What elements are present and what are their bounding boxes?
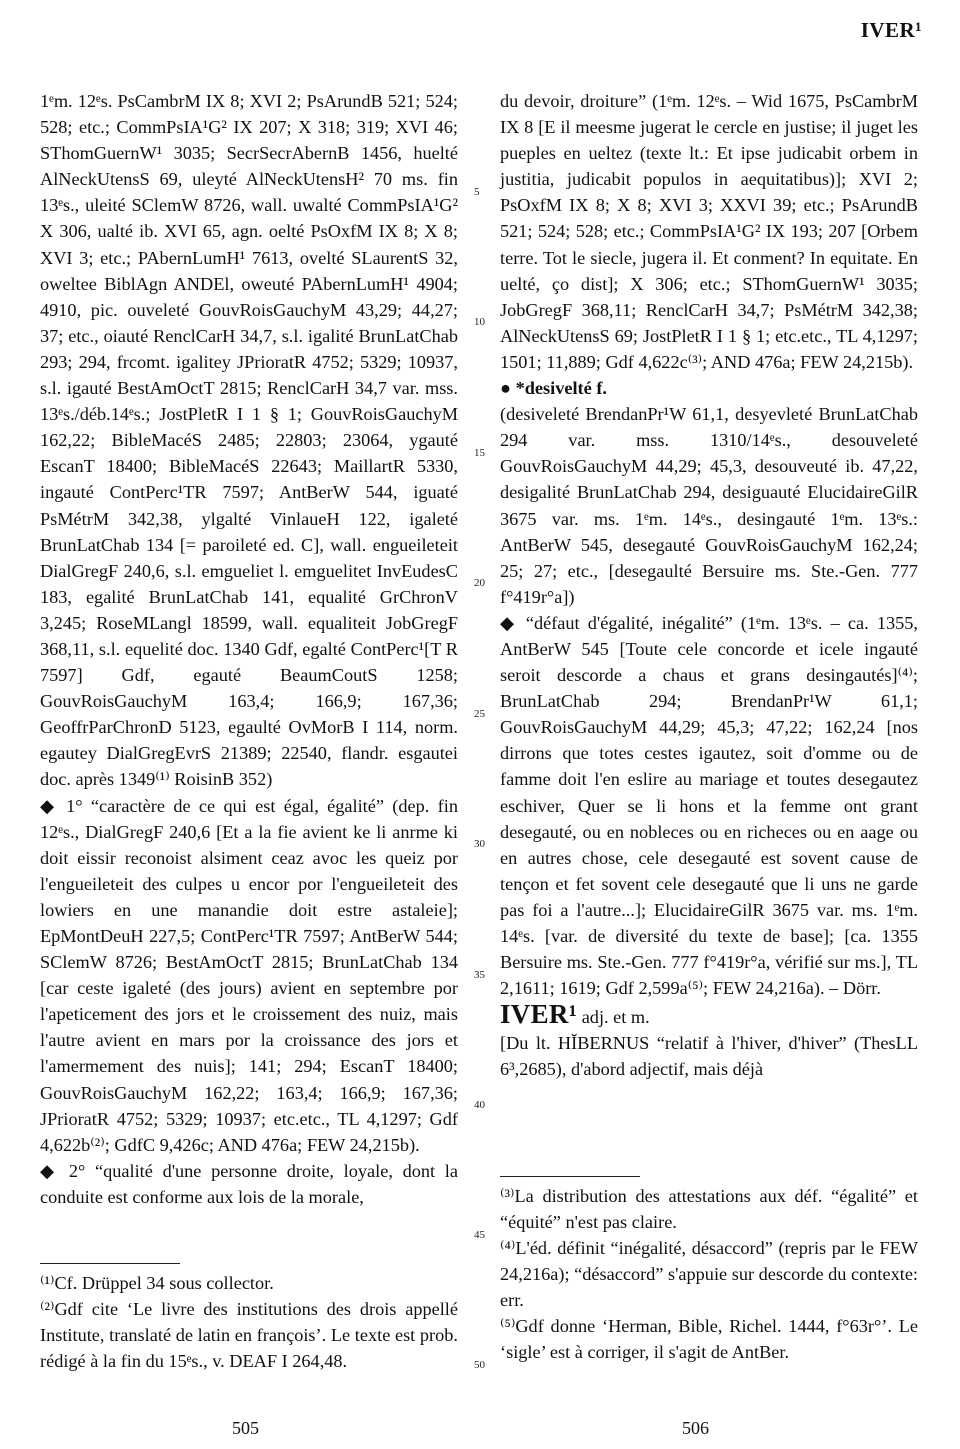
line-number-35: 35 (474, 969, 485, 981)
line-number-20: 20 (474, 577, 485, 589)
line-number-40: 40 (474, 1099, 485, 1111)
right-footnotes (500, 1168, 918, 1365)
footnote-3: ⁽³⁾La distribution des attestations aux déf. “égalité” et “équité” n'est pas claire. (500, 1186, 918, 1232)
subentry-forms: (desiveleté BrendanPr¹W 61,1, desyevleté BrunLatChab 294 var. mss. 1310/14ᵉs., desouveleté GouvRoisGauchyM 44,29; 45,3, desouveuté ib. 47,22, desigalité BrunLatChab 294, desiguauté ElucidaireGilR 3675 var. ms. 1ᵉm. 14ᵉs., desingauté 1ᵉm. 13ᵉs.: AntBerW 545, desegauté GouvRoisGauchyM 162,24; 25; 27; etc., [desegaulté Bersuire ms. Ste.-Gen. 777 f°419r°a]) (500, 404, 918, 607)
line-number-5: 5 (474, 186, 480, 198)
page-number-right: 506 (682, 1418, 709, 1438)
footnote-2: ⁽²⁾Gdf cite ‘Le livre des institutions des drois appellé Institute, translaté de latin en françois’. Le texte est prob. rédigé à la fin du 15ᵉs., v. DEAF I 264,48. (40, 1299, 458, 1371)
left-paragraph-sense-1: ◆ 1° “caractère de ce qui est égal, égalité” (dep. fin 12ᵉs., DialGregF 240,6 [Et a la fie avient ke li anrme ki doit eissir reconoist alsiment ceaz avoc les queiz por l'engueileteit des culpes u encor por l'engueileteit des lowiers en une manandie doit estre astaleie]; EpMontDeuH 227,5; ContPerc¹TR 7597; AntBerW 544; SClemW 8726; BestAmOctT 2815; BrunLatChab 134 [car ceste igaleté (des jours) avient en septembre por l'apeticement des jors et le croissement des nuiz, mais l'autre avient en mars por la croissance des jors et l'amermement des nuis]; 141; 294; EscanT 18400; GouvRoisGauchyM 162,22; 163,4; 166,9; 167,36; JPrioratR 4752; 5329; 10937; etc.etc., TL 4,1297; Gdf 4,622b⁽²⁾; GdfC 9,426c; AND 476a; FEW 24,215b). (40, 795, 458, 1155)
running-head: IVER¹ (860, 18, 922, 42)
left-paragraph-forms: 1ᵉm. 12ᵉs. PsCambrM IX 8; XVI 2; PsArundB 521; 524; 528; etc.; CommPsIA¹G² IX 207; X 318; 319; XVI 46; SThomGuernW¹ 3035; SecrSecrAbernB 1456, huelté AlNeckUtensS 69, uleyté AlNeckUtensH² 70 ms. fin 13ᵉs., uleité SClemW 8726, wall. uwalté CommPsIA¹G² X 306, ualté ib. XVI 65, agn. oelté PsOxfM IX 8; X 8; XVI 3; etc.; PAbernLumH¹ 7613, ovelté SLaurentS 32, oweltee BiblAgn ANDEl, oweuté PAbernLumH¹ 4904; 4910, pic. ouveleté GouvRoisGauchyM 43,29; 44,27; 37; etc., oiauté RenclCarH 34,7, s.l. igalité BrunLatChab 293; 294, frcomt. igalitey JPrioratR 4752; 5329; 10937, s.l. igauté BestAmOctT 2815; RenclCarH 34,7 var. mss. 13ᵉs./déb.14ᵉs.; JostPletR I 1 § 1; GouvRoisGauchyM 162,22; BibleMacéS 2485; 22803; 23064, ygauté EscanT 18400; BibleMacéS 22643; MaillartR 5330, ingauté ContPerc¹TR 7597; AntBerW 544, iguaté PsMétrM 342,38, ylgalté VinlaueH 122, igaleté BrunLatChab 134 [= paroileté ed. C], wall. engueileteit DialGregF 240,6, s.l. emgueliet l. emguelitet InvEudesC 183, egalité BrunLatChab 141, equalité GrChronV 3,245; RoseMLangl 18599, wall. equaliteit JobGregF 368,11, s.l. equelité doc. 1340 Gdf, egalté ContPerc¹[T R 7597] Gdf, egauté BeaumCoutS 1258; GouvRoisGauchyM 163,4; 166,9; 167,36; GeoffrParChronD 5123, egaulté OvMorB I 114, norm. egautey DialGregEvrS 21389; 22540, flandr. esgautei doc. après 1349⁽¹⁾ RoisinB 352) (40, 91, 458, 790)
footnote-1: ⁽¹⁾Cf. Drüppel 34 sous collector. (40, 1273, 274, 1293)
left-footnotes (40, 1255, 458, 1374)
subentry-desivelte: ● *desivelté f. (500, 378, 607, 399)
footnote-4: ⁽⁴⁾L'éd. définit “inégalité, désaccord” (repris par le FEW 24,216a); “désaccord” s'appuie sur descorde du contexte: err. (500, 1238, 919, 1310)
left-paragraph-sense-2: ◆ 2° “qualité d'une personne droite, loyale, dont la conduite est conforme aux lois de la morale, (40, 1160, 458, 1207)
footnote-5: ⁽⁵⁾Gdf donne ‘Herman, Bible, Richel. 1444, f°63r°’. Le ‘sigle’ est à corriger, il s'agit de AntBer. (500, 1316, 918, 1362)
line-number-45: 45 (474, 1229, 485, 1241)
left-column (40, 88, 458, 1210)
line-number-50: 50 (474, 1359, 485, 1371)
line-number-25: 25 (474, 708, 485, 720)
footnote-rule-left (40, 1263, 180, 1264)
line-number-10: 10 (474, 316, 485, 328)
entry-lemma: IVER¹ (500, 999, 578, 1030)
page-number-left: 505 (232, 1418, 259, 1438)
right-paragraph-sense-2-cont: du devoir, droiture” (1ᵉm. 12ᵉs. – Wid 1675, PsCambrM IX 8 [E il meesme jugerat le cercle en justise; il juget les pueples en ueltez (texte lt.: Et ipse judicabit orbem in justitia, judicabit populos in aequitatibus)]; XVI 2; PsOxfM IX 8; X 8; XVI 3; XXVI 39; etc.; PsArundB 521; 524; 528; etc.; CommPsIA¹G² IX 193; 207 [Orbem terre. Tot le siecle, jugera il. Et conment? In equitate. En uelté, ço dist]; X 306; etc.; SThomGuernW¹ 3035; JobGregF 368,11; RenclCarH 34,7; PsMétrM 342,38; AlNeckUtensS 69; JostPletR I 1 § 1; etc.etc., TL 4,1297; 1501; 11,889; Gdf 4,622c⁽³⁾; AND 476a; FEW 24,215b). (500, 91, 918, 372)
entry-pos: adj. et m. (581, 1007, 650, 1028)
line-number-15: 15 (474, 447, 485, 459)
right-column (500, 88, 918, 1083)
entry-etymology: [Du lt. HĬBERNUS “relatif à l'hiver, d'hiver” (ThesLL 6³,2685), d'abord adjectif, mais déjà (500, 1033, 918, 1080)
entry-heading (500, 1001, 918, 1030)
footnote-rule-right (500, 1176, 640, 1177)
line-number-30: 30 (474, 838, 485, 850)
subentry-sense: ◆ “défaut d'égalité, inégalité” (1ᵉm. 13ᵉs. – ca. 1355, AntBerW 545 [Toute cele concorde et icele ingauté seroit descorde a chaus et grans desingautés]⁽⁴⁾; BrunLatChab 294; BrendanPr¹W 61,1; GouvRoisGauchyM 44,29; 45,3; 47,22; 162,24 [nos dirrons que totes cestes igautez, soit d'omme ou de famme doit l'en eslire au mariage et toutes desegautez eschiver, Quer se li hons et la femme ont grant desegauté, ou en nobleces ou en richeces ou en aage ou en autres chose, cele desegauté est sovent cause de tençon et fet sovent cele desegauté que li uns ne garde pas foi a l'autre...]; ElucidaireGilR 3675 var. ms. 1ᵉm. 14ᵉs. [var. de diversité du texte de base]; [ca. 1355 Bersuire ms. Ste.-Gen. 777 f°419r°a, vérifié sur ms.], TL 2,1611; 1619; Gdf 2,599a⁽⁵⁾; FEW 24,216a). – Dörr. (500, 612, 918, 999)
